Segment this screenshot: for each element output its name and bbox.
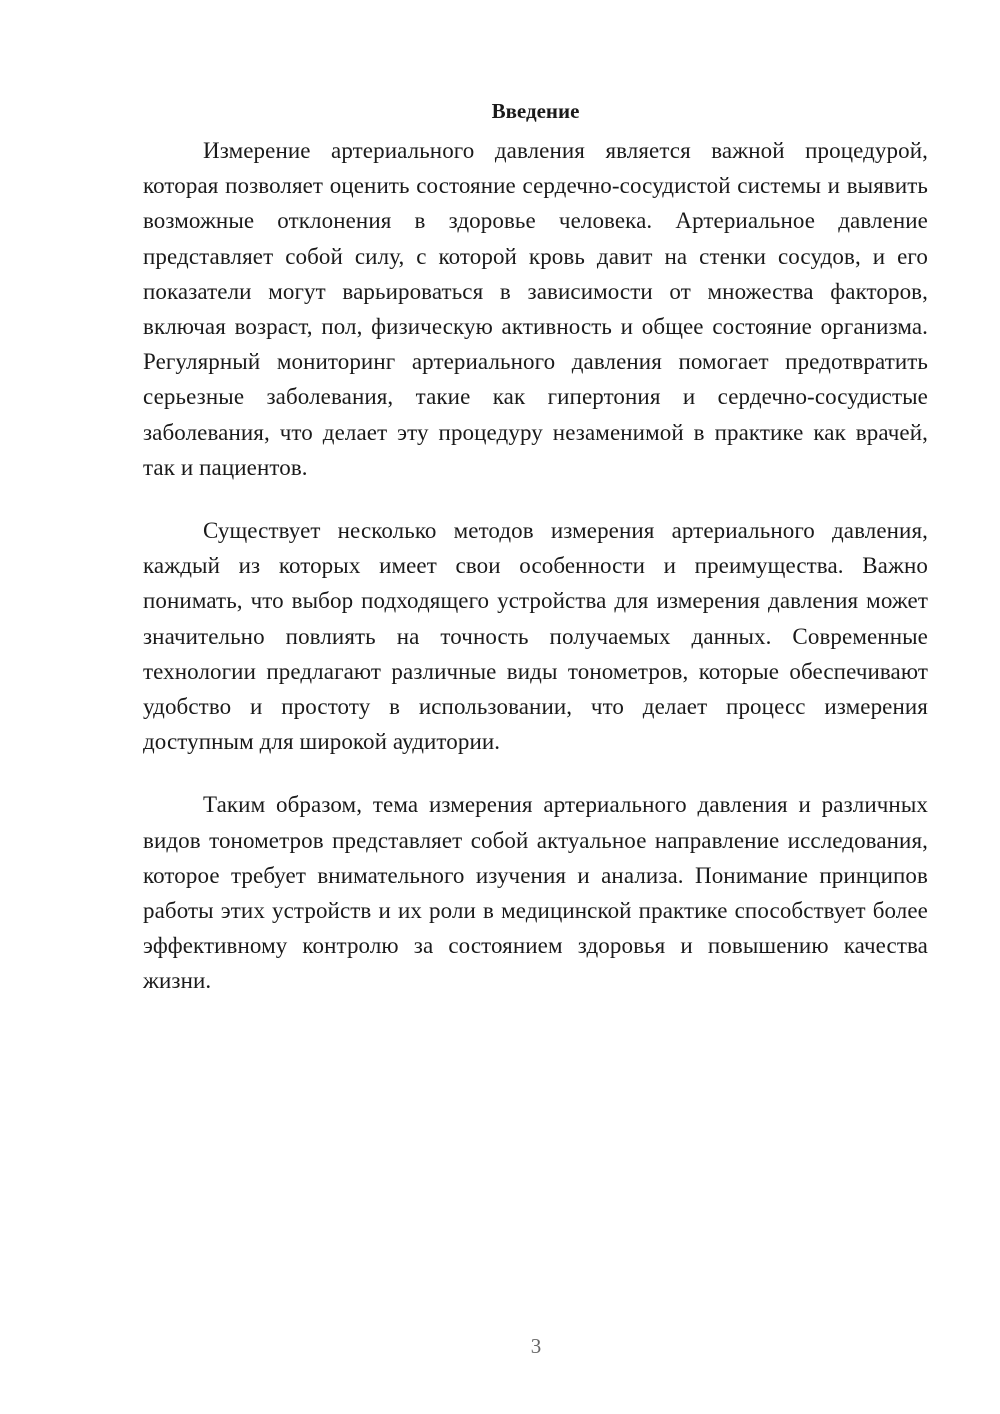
page-content [143, 96, 928, 999]
paragraph-1: Измерение артериального давления является важной процедурой, которая позволяет оценить состояние сердечно-сосудистой системы и выявить возможные отклонения в здоровье человека. Артериальное давление представляет собой силу, с которой кровь давит на стенки сосудов, и его показатели могут варьироваться в зависимости от множества факторов, включая возраст, пол, физическую активность и общее состояние организма. Регулярный мониторинг артериального давления помогает предотвратить серьезные заболевания, такие как гипертония и сердечно-сосудистые заболевания, что делает эту процедуру незаменимой в практике как врачей, так и пациентов. [143, 138, 928, 480]
page-number: 3 [530, 1334, 542, 1358]
paragraph-2: Существует несколько методов измерения артериального давления, каждый из которых имеет свои особенности и преимущества. Важно понимать, что выбор подходящего устройства для измерения давления может значительно повлиять на точность получаемых данных. Современные технологии предлагают различные виды тонометров, которые обеспечивают удобство и простоту в использовании, что делает процесс измерения доступным для широкой аудитории. [143, 518, 928, 755]
section-title: Введение [491, 99, 580, 123]
paragraph-3: Таким образом, тема измерения артериального давления и различных видов тонометров представляет собой актуальное направление исследования, которое требует внимательного изучения и анализа. Понимание принципов работы этих устройств и их роли в медицинской практике способствует более эффективному контролю за состоянием здоровья и повышению качества жизни. [143, 792, 928, 994]
